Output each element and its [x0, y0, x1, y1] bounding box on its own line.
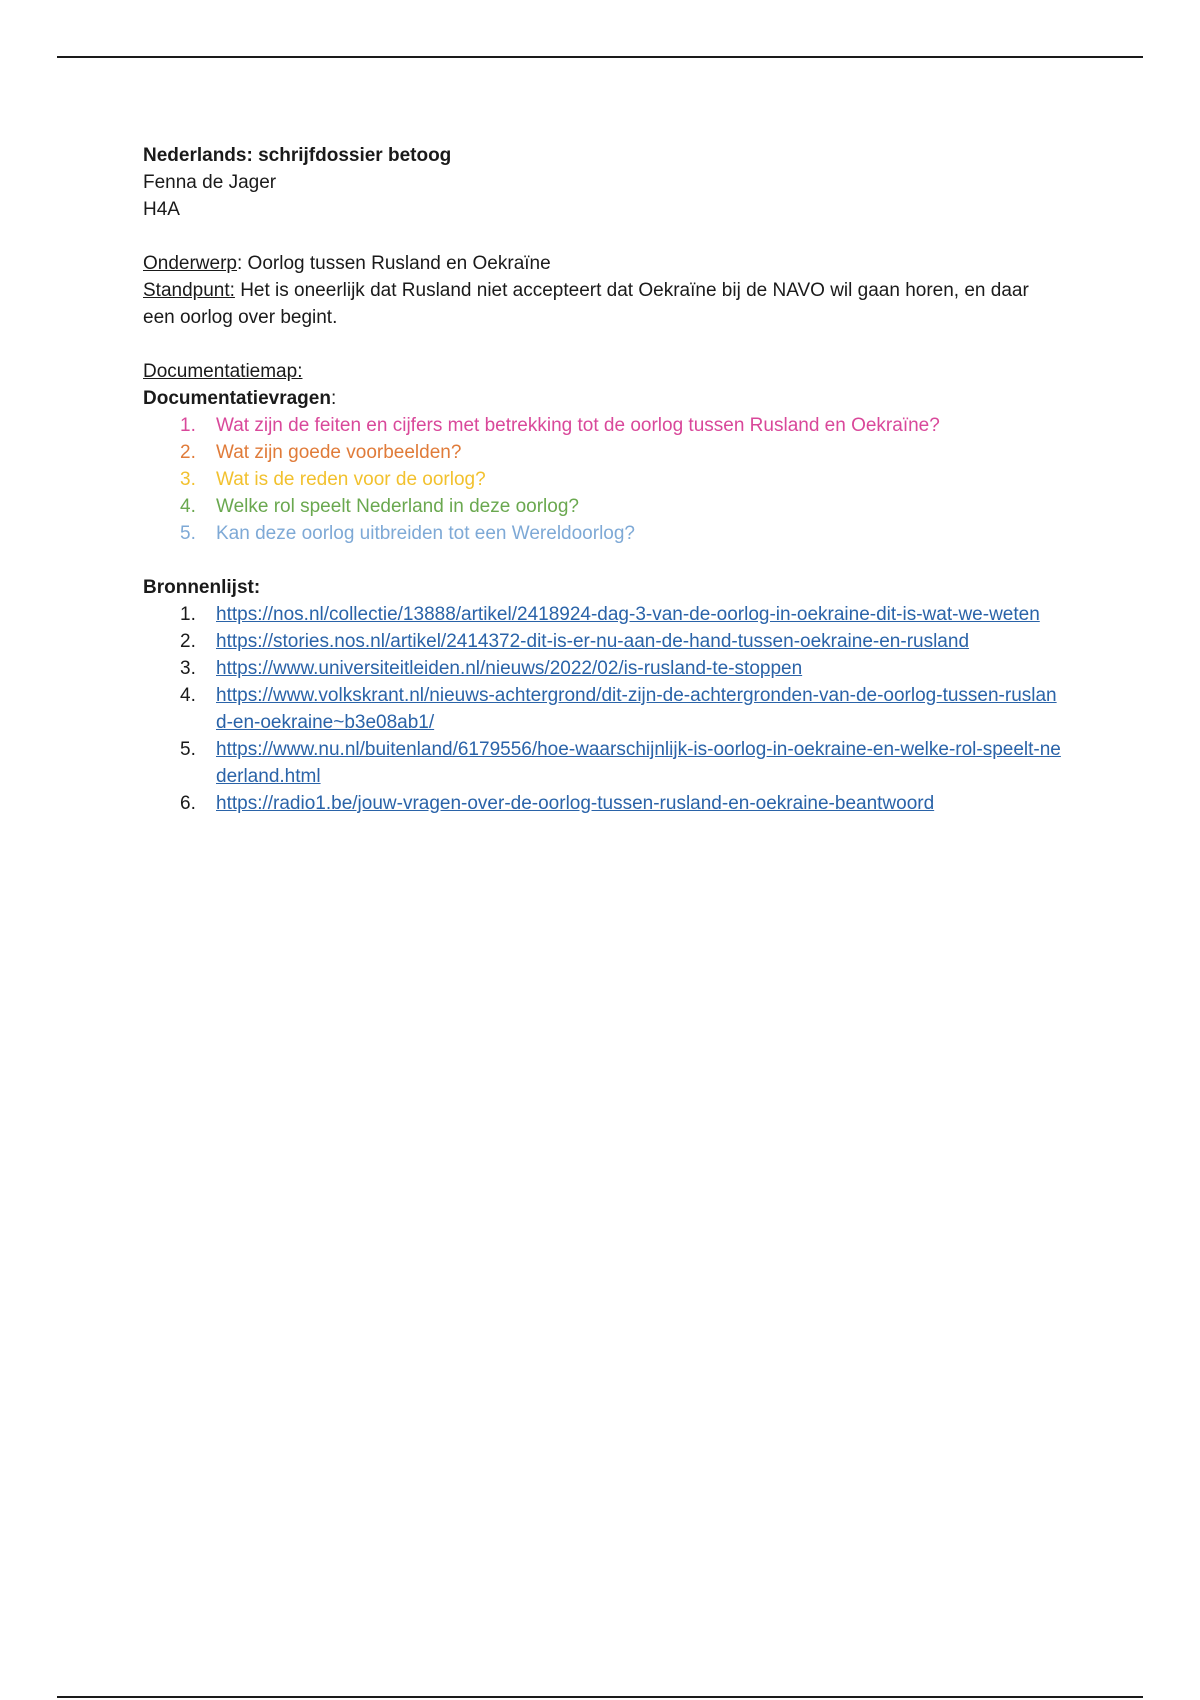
question-number: 2.: [180, 442, 196, 463]
position-line: [143, 277, 1063, 331]
class-name: H4A: [143, 199, 180, 220]
position-value: Het is oneerlijk dat Rusland niet accepteert dat Oekraïne bij de NAVO wil gaan horen, en daar een oorlog over begint.: [143, 280, 1029, 328]
question-text: Kan deze oorlog uitbreiden tot een Wereldoorlog?: [216, 523, 635, 544]
sources-heading: Bronnenlijst:: [143, 577, 261, 598]
spacer: [143, 223, 1063, 250]
source-item: [143, 790, 1063, 817]
author-name: Fenna de Jager: [143, 172, 277, 193]
source-link[interactable]: https://radio1.be/jouw-vragen-over-de-oorlog-tussen-rusland-en-oekraine-beantwoord: [216, 793, 935, 814]
footer-rule: [57, 1696, 1143, 1698]
header-rule: [57, 56, 1143, 58]
question-number: 1.: [180, 415, 196, 436]
source-link[interactable]: https://www.volkskrant.nl/nieuws-achtergrond/dit-zijn-de-achtergronden-van-de-oorlog-tussen-rusland-en-oekraine~b3e08ab1/: [216, 685, 1057, 733]
question-item: [143, 439, 1063, 466]
spacer: [143, 547, 1063, 574]
position-label: Standpunt:: [143, 280, 235, 301]
source-number: 5.: [180, 739, 196, 760]
questions-heading: Documentatievragen: [143, 388, 331, 409]
source-number: 2.: [180, 631, 196, 652]
questions-list: [143, 412, 1063, 547]
question-item: [143, 466, 1063, 493]
source-number: 3.: [180, 658, 196, 679]
question-text: Wat zijn de feiten en cijfers met betrekking tot de oorlog tussen Rusland en Oekraïne?: [216, 415, 940, 436]
subject-line: [143, 250, 1063, 277]
source-item: [143, 736, 1063, 790]
question-text: Wat is de reden voor de oorlog?: [216, 469, 486, 490]
docmap-heading: Documentatiemap:: [143, 361, 303, 382]
subject-value: : Oorlog tussen Rusland en Oekraïne: [237, 253, 551, 274]
subject-label: Onderwerp: [143, 253, 237, 274]
source-number: 4.: [180, 685, 196, 706]
question-number: 4.: [180, 496, 196, 517]
question-item: [143, 493, 1063, 520]
document-body: [143, 142, 1063, 817]
source-item: [143, 628, 1063, 655]
question-number: 3.: [180, 469, 196, 490]
source-item: [143, 601, 1063, 628]
question-item: [143, 520, 1063, 547]
questions-heading-colon: :: [330, 388, 337, 409]
spacer: [143, 331, 1063, 358]
source-number: 1.: [180, 604, 196, 625]
question-number: 5.: [180, 523, 196, 544]
source-link[interactable]: https://www.nu.nl/buitenland/6179556/hoe-waarschijnlijk-is-oorlog-in-oekraine-en-welke-rol-speelt-nederland.html: [216, 739, 1061, 787]
question-item: [143, 412, 1063, 439]
question-text: Wat zijn goede voorbeelden?: [216, 442, 462, 463]
document-title: Nederlands: schrijfdossier betoog: [143, 145, 452, 166]
question-text: Welke rol speelt Nederland in deze oorlog?: [216, 496, 579, 517]
source-number: 6.: [180, 793, 196, 814]
source-item: [143, 682, 1063, 736]
questions-heading-line: [143, 385, 1063, 412]
source-item: [143, 655, 1063, 682]
sources-list: [143, 601, 1063, 817]
source-link[interactable]: https://www.universiteitleiden.nl/nieuws/2022/02/is-rusland-te-stoppen: [216, 658, 803, 679]
source-link[interactable]: https://nos.nl/collectie/13888/artikel/2418924-dag-3-van-de-oorlog-in-oekraine-dit-is-wat-we-weten: [216, 604, 1040, 625]
source-link[interactable]: https://stories.nos.nl/artikel/2414372-dit-is-er-nu-aan-de-hand-tussen-oekraine-en-rusland: [216, 631, 970, 652]
